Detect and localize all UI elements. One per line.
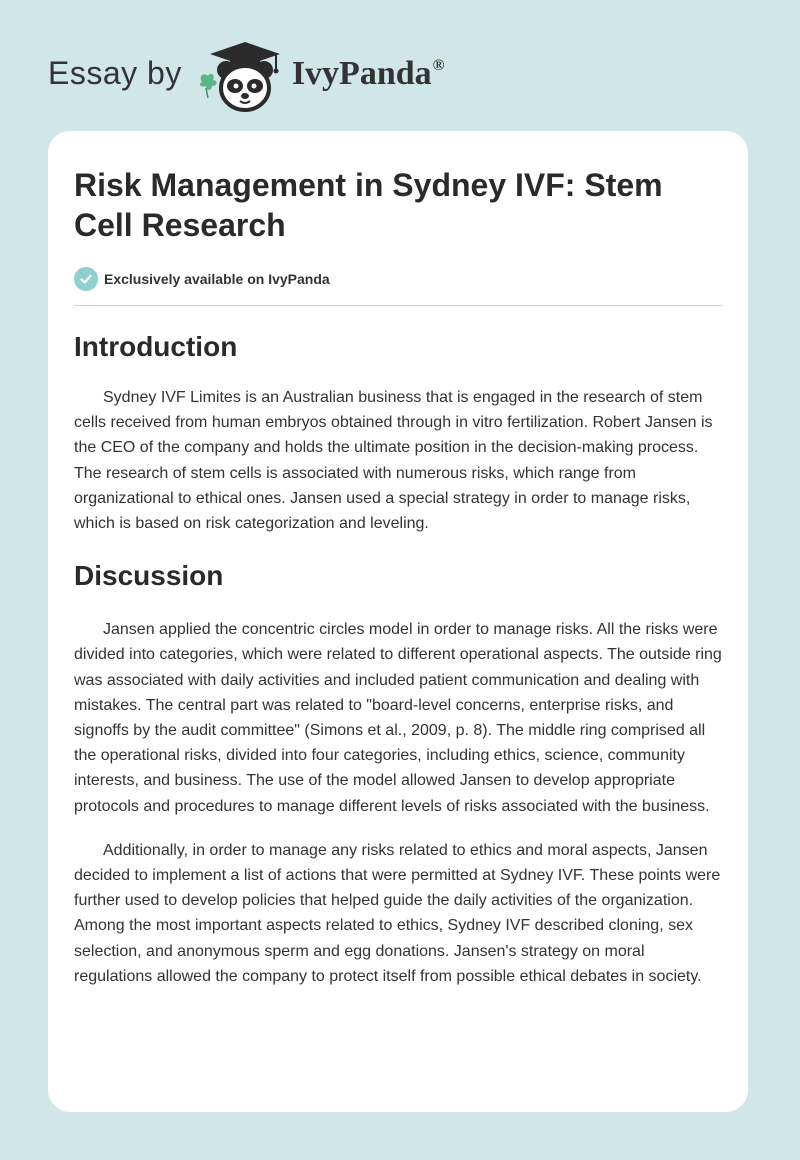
section-heading-discussion: Discussion [74, 560, 224, 592]
paragraph: Sydney IVF Limites is an Australian business that is engaged in the research of stem cells received from human embryos obtained through in vitro fertilization. Robert Jansen is the CEO of the company and holds the ultimate position in the decision-making process. The research of stem cells is associated with numerous risks, which range from organizational to ethical ones. Jansen used a special strategy in order to manage risks, which is based on risk categorization and leveling. [74, 389, 713, 533]
essay-by-label: Essay by [48, 54, 182, 91]
check-icon [74, 267, 98, 291]
divider [74, 305, 722, 306]
paragraph: Additionally, in order to manage any risks related to ethics and moral aspects, Jansen decided to implement a list of actions that were permitted at Sydney IVF. These points were further used to develop policies that helped guide the daily activities of the organization. Among the most important aspects related to ethics, Sydney IVF described cloning, sex selection, and anonymous sperm and egg donations. Jansen's strategy on moral regulations allowed the company to protect itself from possible ethical debates in society. [74, 841, 721, 985]
exclusive-badge-text: Exclusively available on IvyPanda [104, 271, 330, 287]
exclusive-badge [74, 265, 722, 293]
brand-text: IvyPanda [291, 55, 432, 92]
section-heading-introduction: Introduction [74, 331, 238, 362]
registered-mark: ® [432, 57, 445, 74]
page-title: Risk Management in Sydney IVF: Stem Cell Research [74, 167, 663, 243]
panda-logo-icon[interactable] [196, 36, 286, 116]
paragraph: Jansen applied the concentric circles model in order to manage risks. All the risks were divided into categories, which were related to different operational aspects. The outside ring was associated with daily activities and included patient communication and dealing with mistakes. The central part was related to "board-level concerns, enterprise risks, and signoffs by the audit committee" (Simons et al., 2009, p. 8). The middle ring comprised all the operational risks, divided into four categories, including ethics, science, community interests, and business. The use of the model allowed Jansen to develop appropriate protocols and procedures to manage different levels of risks associated with the business. [74, 621, 722, 815]
site-header [48, 36, 445, 116]
brand-name[interactable] [292, 55, 445, 93]
article-card [48, 131, 748, 1112]
